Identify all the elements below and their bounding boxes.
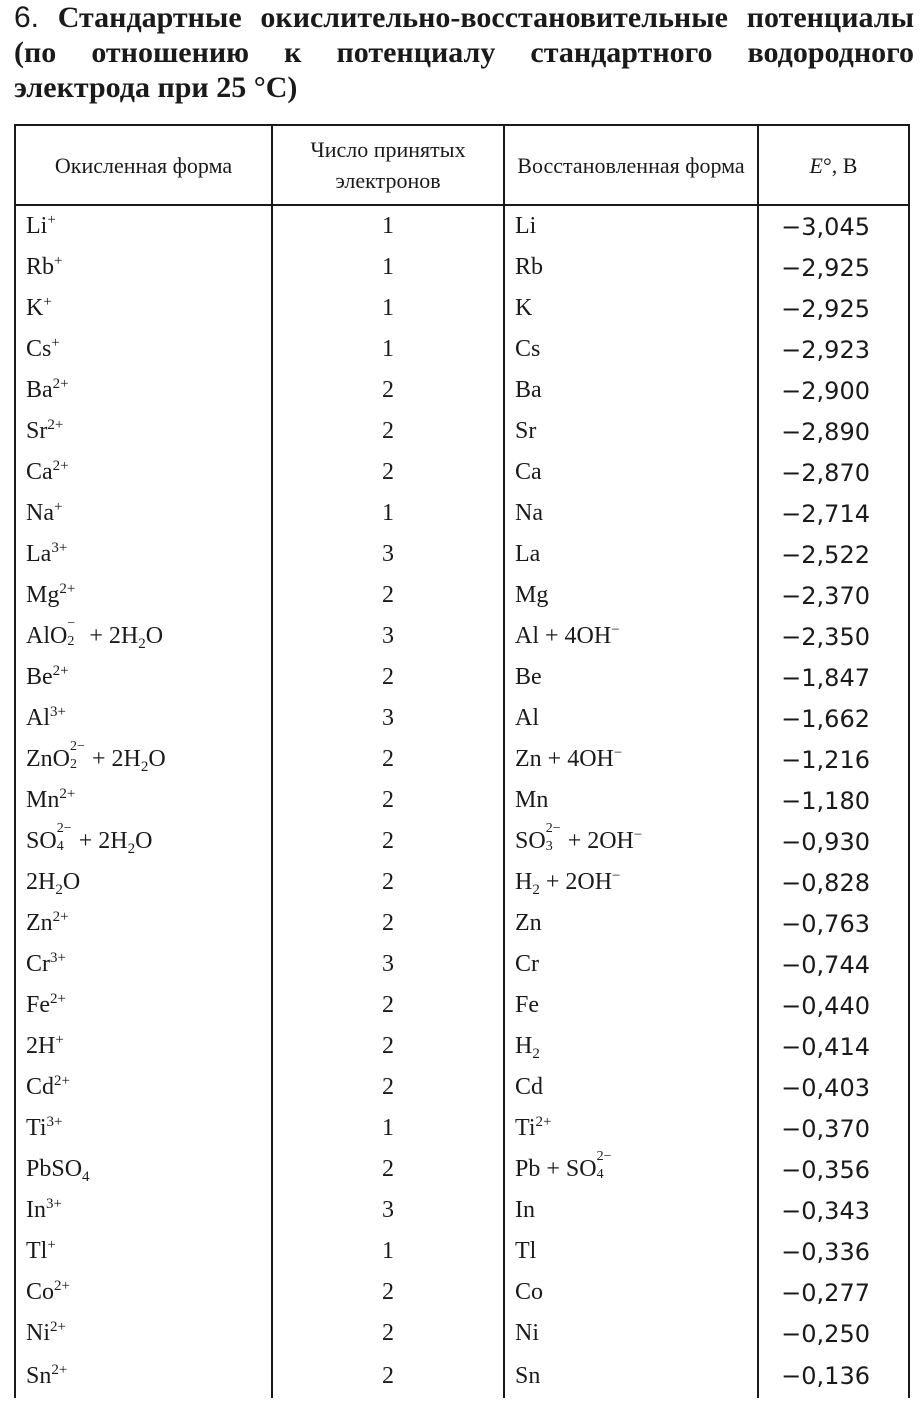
electron-count-cell: 3 [272, 698, 504, 739]
electron-count-cell: 2 [272, 1067, 504, 1108]
potential-cell: −2,900 [758, 370, 909, 411]
table-row [15, 698, 909, 739]
oxidized-form-cell: $Ni^{2+}$ [15, 1313, 272, 1354]
potential-cell: −1,180 [758, 780, 909, 821]
electron-count-cell: 2 [272, 370, 504, 411]
electron-count-cell: 1 [272, 205, 504, 247]
oxidized-form-cell: $Fe^{2+}$ [15, 985, 272, 1026]
potential-cell: −1,216 [758, 739, 909, 780]
reduced-form-cell: $H_2$ [504, 1026, 758, 1067]
table-row [15, 575, 909, 616]
potentials-table [14, 124, 910, 1398]
electron-count-cell: 2 [272, 1354, 504, 1398]
electron-count-cell: 2 [272, 452, 504, 493]
electron-count-cell: 1 [272, 247, 504, 288]
reduced-form-cell: Zn + 4OH− [504, 739, 758, 780]
oxidized-form-cell: ZnO 2− 2 + $2H_2O$ [15, 739, 272, 780]
table-row [15, 657, 909, 698]
potential-cell: −2,714 [758, 493, 909, 534]
oxidized-form-cell: $Al^{3+}$ [15, 698, 272, 739]
potential-cell: −2,890 [758, 411, 909, 452]
oxidized-form-cell: Cs+ [15, 329, 272, 370]
header-electron-count: Число принятых электронов [272, 125, 504, 205]
oxidized-form-cell: $Ti^{3+}$ [15, 1108, 272, 1149]
oxidized-form-cell: PbSO$_4$ [15, 1149, 272, 1190]
electron-count-cell: 2 [272, 657, 504, 698]
potential-cell: −0,136 [758, 1354, 909, 1398]
reduced-form-cell: Sr [504, 411, 758, 452]
oxidized-form-cell: 2H+ [15, 1026, 272, 1067]
section-heading [14, 0, 914, 105]
reduced-form-cell: Co [504, 1272, 758, 1313]
electron-count-cell: 1 [272, 329, 504, 370]
table-row [15, 1149, 909, 1190]
table-row [15, 370, 909, 411]
table-row [15, 1231, 909, 1272]
oxidized-form-cell: Rb+ [15, 247, 272, 288]
oxidized-form-cell: $La^{3+}$ [15, 534, 272, 575]
reduced-form-cell: Cs [504, 329, 758, 370]
electron-count-cell: 2 [272, 780, 504, 821]
reduced-form-cell: Na [504, 493, 758, 534]
reduced-form-cell: Li [504, 205, 758, 247]
table-row [15, 1272, 909, 1313]
reduced-form-cell: K [504, 288, 758, 329]
reduced-form-cell: $H_2 + 2OH^-$ [504, 862, 758, 903]
oxidized-form-cell: $2H_2O$ [15, 862, 272, 903]
electron-count-cell: 2 [272, 1272, 504, 1313]
electron-count-cell: 2 [272, 821, 504, 862]
table-row [15, 903, 909, 944]
potential-cell: −2,522 [758, 534, 909, 575]
header-potential: E°, В [758, 125, 909, 205]
oxidized-form-cell: $Cd^{2+}$ [15, 1067, 272, 1108]
table-row [15, 1026, 909, 1067]
reduced-form-cell: Pb + SO 2− 4 [504, 1149, 758, 1190]
oxidized-form-cell: $Sn^{2+}$ [15, 1354, 272, 1398]
oxidized-form-cell: $Co^{2+}$ [15, 1272, 272, 1313]
header-oxidized-form: Окисленная форма [15, 125, 272, 205]
potential-cell: −1,662 [758, 698, 909, 739]
section-title: Стандартные окислительно-восстановительные потенциалы (по отношению к потенциалу стандартного водородного электрода при 25 °С) [14, 1, 915, 104]
electron-count-cell: 2 [272, 903, 504, 944]
oxidized-form-cell: $Sr^{2+}$ [15, 411, 272, 452]
potential-cell: −0,414 [758, 1026, 909, 1067]
table-row [15, 493, 909, 534]
oxidized-form-cell: K+ [15, 288, 272, 329]
reduced-form-cell: Al + 4OH− [504, 616, 758, 657]
table-row [15, 329, 909, 370]
table-body [15, 205, 909, 1398]
potential-cell: −0,277 [758, 1272, 909, 1313]
electron-count-cell: 2 [272, 1026, 504, 1067]
potential-cell: −2,923 [758, 329, 909, 370]
potential-cell: −0,370 [758, 1108, 909, 1149]
oxidized-form-cell: $Ba^{2+}$ [15, 370, 272, 411]
electron-count-cell: 2 [272, 862, 504, 903]
reduced-form-cell: Sn [504, 1354, 758, 1398]
table-row [15, 205, 909, 247]
electron-count-cell: 2 [272, 985, 504, 1026]
oxidized-form-cell: $Mg^{2+}$ [15, 575, 272, 616]
potential-cell: −2,350 [758, 616, 909, 657]
reduced-form-cell: In [504, 1190, 758, 1231]
potential-cell: −2,925 [758, 247, 909, 288]
table-row [15, 1313, 909, 1354]
oxidized-form-cell: $In^{3+}$ [15, 1190, 272, 1231]
reduced-form-cell: Cd [504, 1067, 758, 1108]
oxidized-form-cell: AlO − 2 + $2H_2O$ [15, 616, 272, 657]
oxidized-form-cell: $Mn^{2+}$ [15, 780, 272, 821]
reduced-form-cell: SO 2− 3 + 2OH− [504, 821, 758, 862]
oxidized-form-cell: $Cr^{3+}$ [15, 944, 272, 985]
potential-cell: −0,744 [758, 944, 909, 985]
potential-cell: −0,403 [758, 1067, 909, 1108]
oxidized-form-cell: $Be^{2+}$ [15, 657, 272, 698]
reduced-form-cell: Fe [504, 985, 758, 1026]
electron-count-cell: 3 [272, 944, 504, 985]
reduced-form-cell: Al [504, 698, 758, 739]
potential-cell: −0,336 [758, 1231, 909, 1272]
reduced-form-cell: $Ti^{2+}$ [504, 1108, 758, 1149]
reduced-form-cell: Ni [504, 1313, 758, 1354]
header-reduced-form: Восстановленная форма [504, 125, 758, 205]
electron-count-cell: 3 [272, 534, 504, 575]
reduced-form-cell: La [504, 534, 758, 575]
reduced-form-cell: Ca [504, 452, 758, 493]
reduced-form-cell: Mn [504, 780, 758, 821]
reduced-form-cell: Zn [504, 903, 758, 944]
oxidized-form-cell: Li+ [15, 205, 272, 247]
potential-cell: −0,763 [758, 903, 909, 944]
potential-cell: −0,440 [758, 985, 909, 1026]
potential-cell: −0,343 [758, 1190, 909, 1231]
electron-count-cell: 1 [272, 493, 504, 534]
table-row [15, 411, 909, 452]
oxidized-form-cell: Na+ [15, 493, 272, 534]
electron-count-cell: 1 [272, 288, 504, 329]
table-row [15, 1190, 909, 1231]
table-row [15, 821, 909, 862]
table-row [15, 1108, 909, 1149]
electron-count-cell: 2 [272, 739, 504, 780]
electron-count-cell: 2 [272, 575, 504, 616]
table-row [15, 985, 909, 1026]
reduced-form-cell: Cr [504, 944, 758, 985]
electron-count-cell: 3 [272, 616, 504, 657]
electron-count-cell: 2 [272, 1149, 504, 1190]
potential-cell: −0,250 [758, 1313, 909, 1354]
potential-cell: −0,930 [758, 821, 909, 862]
table-row [15, 534, 909, 575]
potential-cell: −2,870 [758, 452, 909, 493]
electron-count-cell: 2 [272, 1313, 504, 1354]
potential-cell: −0,828 [758, 862, 909, 903]
table-row [15, 247, 909, 288]
electron-count-cell: 2 [272, 411, 504, 452]
potential-cell: −3,045 [758, 205, 909, 247]
table-row [15, 944, 909, 985]
potential-cell: −2,370 [758, 575, 909, 616]
table-row [15, 288, 909, 329]
reduced-form-cell: Tl [504, 1231, 758, 1272]
table-row [15, 862, 909, 903]
potential-cell: −2,925 [758, 288, 909, 329]
section-number: 6. [14, 1, 40, 34]
table-row [15, 1354, 909, 1398]
table-row [15, 780, 909, 821]
table-row [15, 452, 909, 493]
oxidized-form-cell: $Ca^{2+}$ [15, 452, 272, 493]
table-row [15, 616, 909, 657]
electron-count-cell: 3 [272, 1190, 504, 1231]
oxidized-form-cell: SO 2− 4 + $2H_2O$ [15, 821, 272, 862]
potential-cell: −0,356 [758, 1149, 909, 1190]
electron-count-cell: 1 [272, 1231, 504, 1272]
table-row [15, 739, 909, 780]
table-row [15, 1067, 909, 1108]
electron-count-cell: 1 [272, 1108, 504, 1149]
reduced-form-cell: Rb [504, 247, 758, 288]
table-header-row [15, 125, 909, 205]
potential-cell: −1,847 [758, 657, 909, 698]
reduced-form-cell: Ba [504, 370, 758, 411]
oxidized-form-cell: Tl+ [15, 1231, 272, 1272]
reduced-form-cell: Mg [504, 575, 758, 616]
reduced-form-cell: Be [504, 657, 758, 698]
oxidized-form-cell: $Zn^{2+}$ [15, 903, 272, 944]
